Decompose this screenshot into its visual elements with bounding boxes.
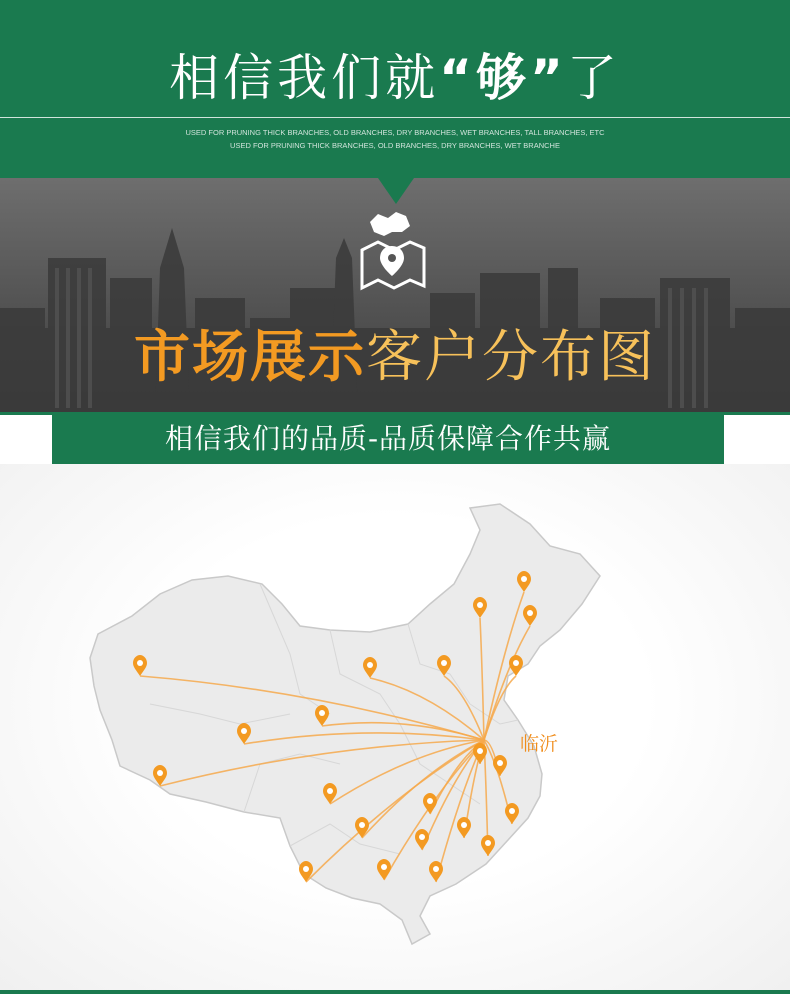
china-map-location-icon [358, 208, 432, 294]
subtitle-line: USED FOR PRUNING THICK BRANCHES, OLD BRANCHES, DRY BRANCHES, WET BRANCHES, TALL BRANCHES, ETC [185, 128, 605, 137]
china-map [0, 464, 790, 990]
header-banner [0, 0, 790, 178]
city-banner [0, 178, 790, 414]
tagline-bar: 相信我们的品质-品质保障合作共赢 [52, 414, 724, 464]
subtitle-line: USED FOR PRUNING THICK BRANCHES, OLD BRANCHES, DRY BRANCHES, WET BRANCHE [230, 141, 560, 150]
notch-arrow [378, 178, 414, 204]
divider [0, 117, 790, 118]
hub-label: 临沂 [520, 733, 559, 755]
banner-title: 市场展示客户分布图 [134, 325, 656, 390]
map-area [0, 464, 790, 990]
page-title: 相信我们就“够”了 [169, 49, 621, 107]
footer-bar [0, 990, 790, 994]
